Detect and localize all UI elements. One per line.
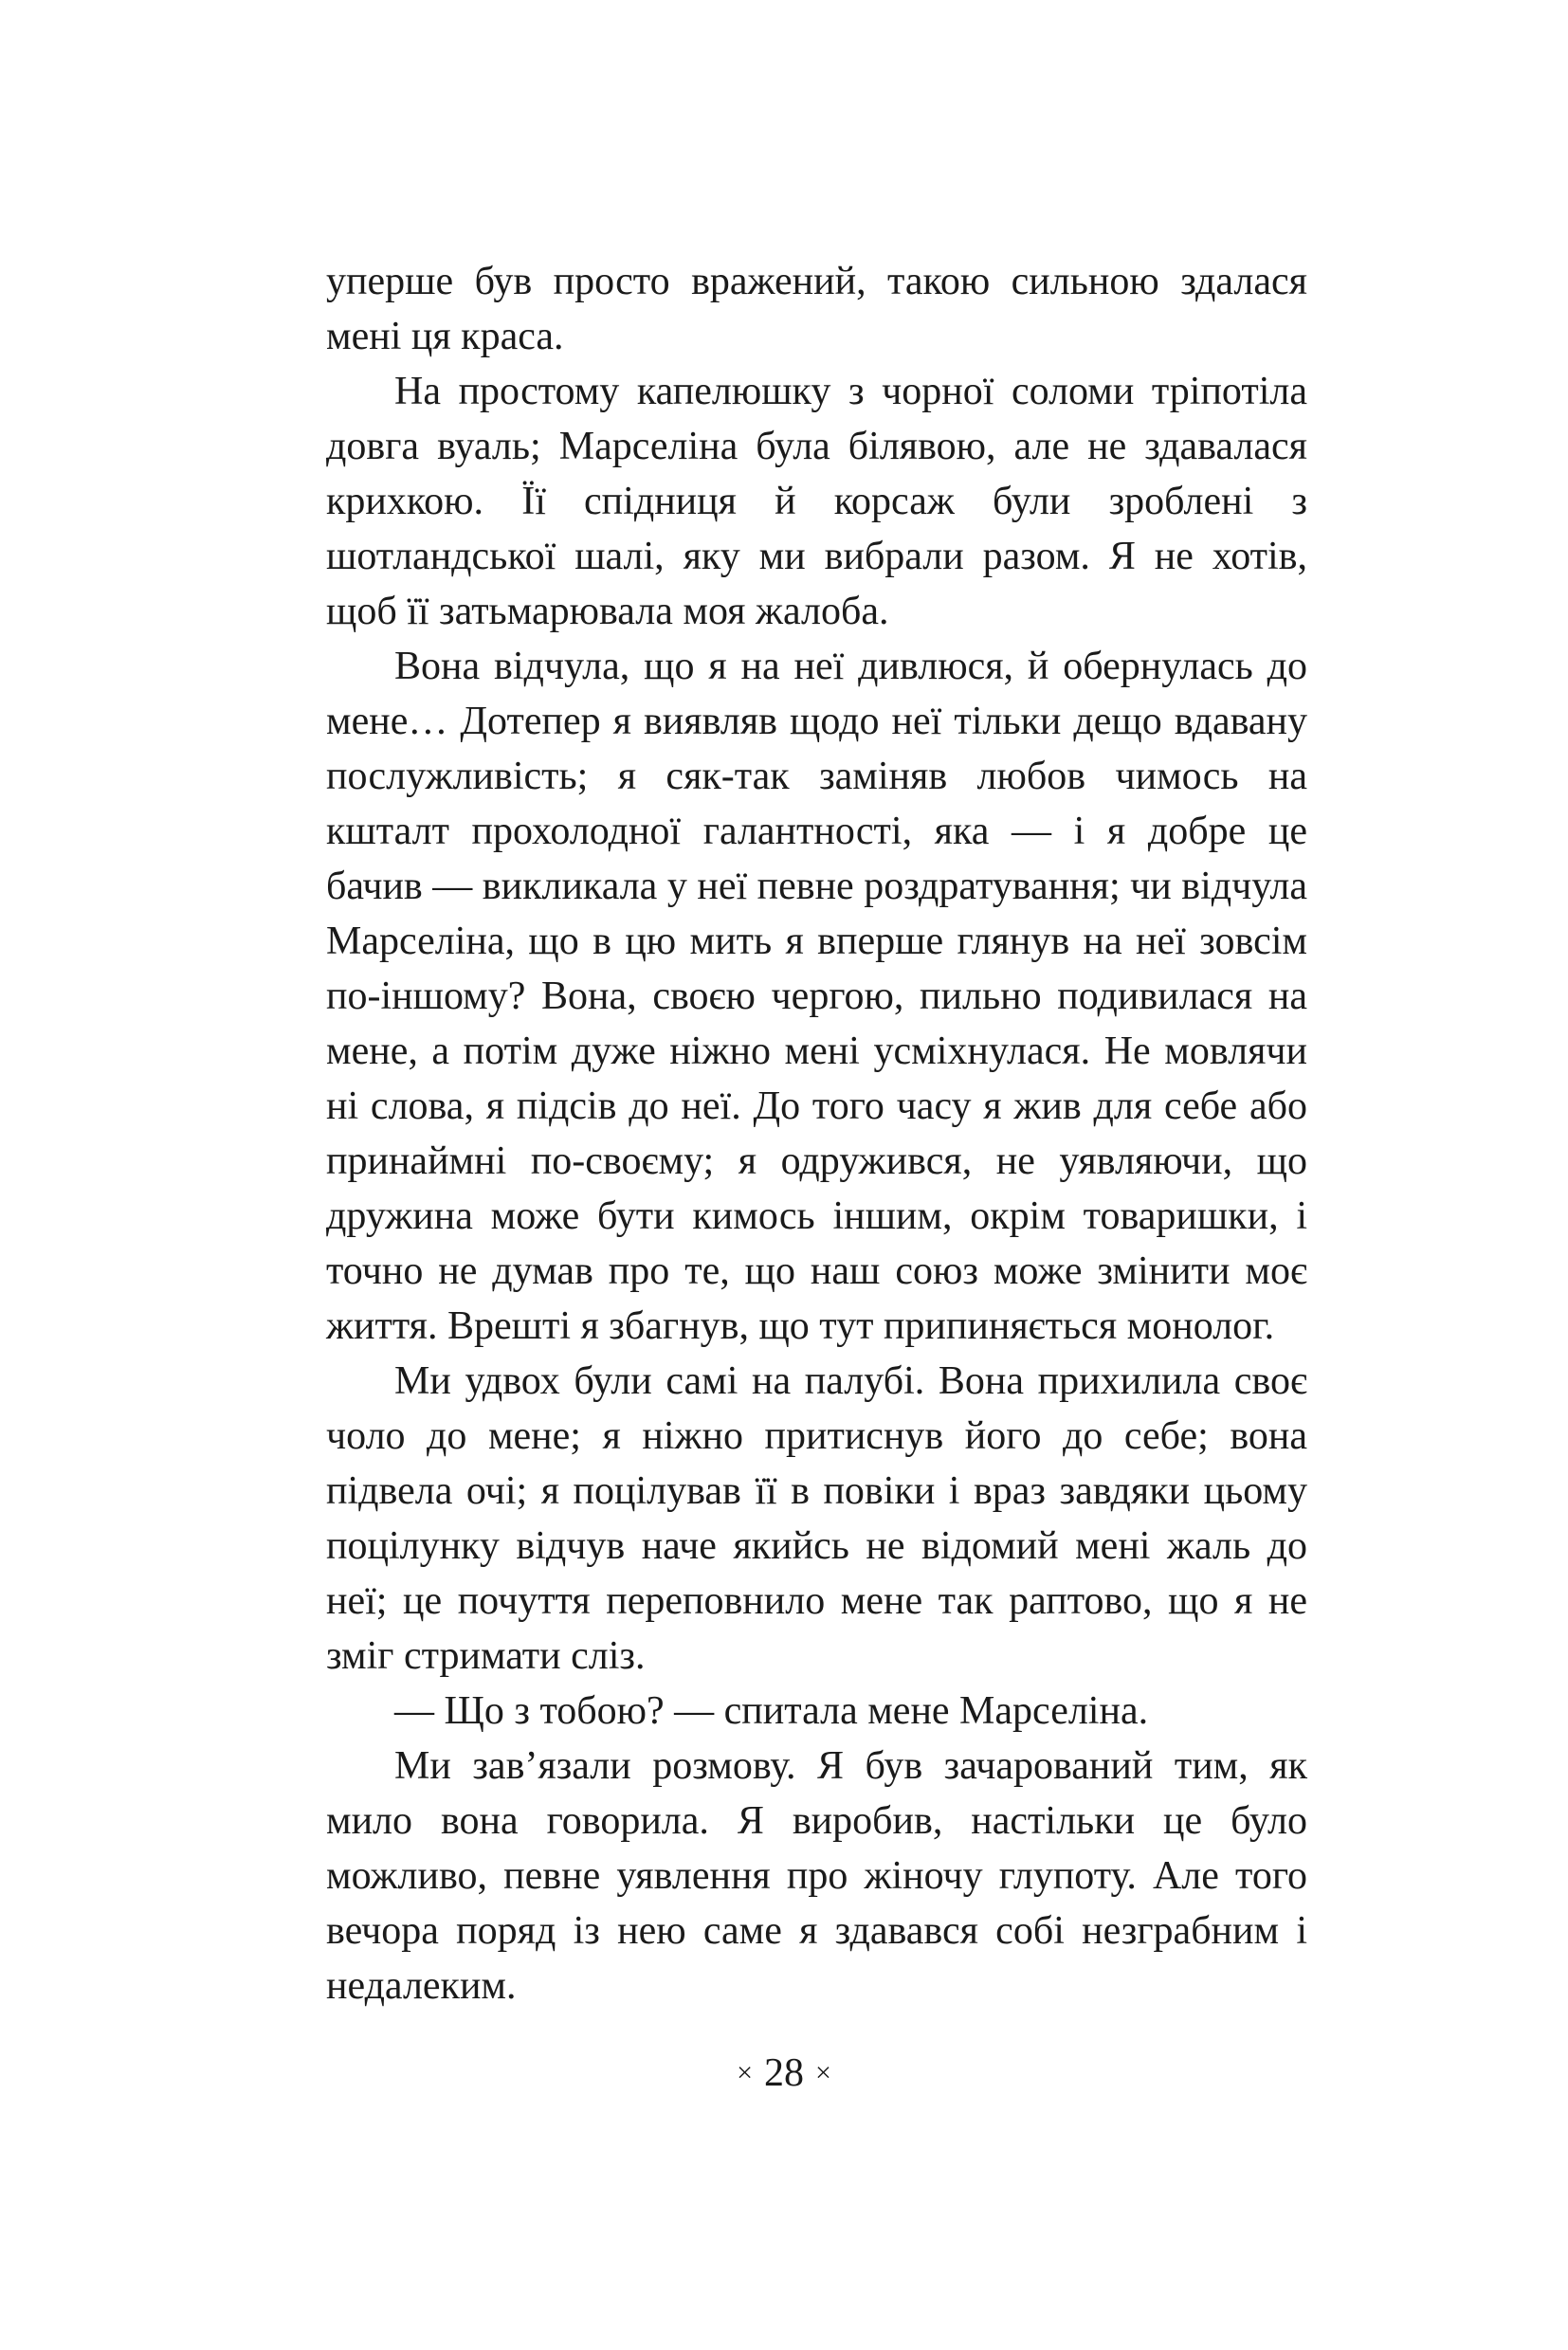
page-number: 28 bbox=[764, 2051, 804, 2095]
paragraph: Ми зав’язали розмову. Я був зачарований тим, як мило вона говорила. Я виробив, настільки це було можливо, певне уявлення про жіночу глупоту. Але того вечора поряд із нею саме я здавався собі незграбним і недалеким. bbox=[326, 1744, 1307, 2008]
body-text bbox=[326, 254, 1307, 2013]
paragraph: Вона відчула, що я на неї дивлюся, й обернулась до мене… Дотепер я виявляв щодо неї тільки дещо вдавану послужливість; я сяк-так заміняв любов чимось на кшталт прохолодної галантності, яка — і я добре це бачив — викликала у неї певне роздратування; чи відчула Марселіна, що в цю мить я вперше глянув на неї зовсім по-іншому? Вона, своєю чергою, пильно подивилася на мене, а потім дуже ніжно мені усміхнулася. Не мовлячи ні слова, я підсів до неї. До того часу я жив для себе або принаймні по-своєму; я одружився, не уявляючи, що дружина може бути кимось іншим, окрім товаришки, і точно не думав про те, що наш союз може змінити моє життя. Врешті я збагнув, що тут припиняється монолог. bbox=[326, 645, 1307, 1348]
paragraph: уперше був просто вражений, такою сильною здалася мені ця краса. bbox=[326, 260, 1307, 358]
cross-ornament-icon: × bbox=[815, 2057, 831, 2089]
paragraph: На простому капелюшку з чорної соломи тріпотіла довга вуаль; Марселіна була білявою, але не здавалася крихкою. Її спідниця й корсаж були зроблені з шотландської шалі, яку ми вибрали разом. Я не хотів, щоб її затьмарювала моя жалоба. bbox=[326, 370, 1307, 633]
dialogue-line: — Що з тобою? — спитала мене Марселіна. bbox=[394, 1689, 1149, 1733]
page-footer bbox=[0, 2046, 1568, 2104]
paragraph: Ми удвох були самі на палубі. Вона прихилила своє чоло до мене; я ніжно притиснув його до себе; вона підвела очі; я поцілував її в повіки і враз завдяки цьому поцілунку відчув наче якийсь не відомий мені жаль до неї; це почуття переповнило мене так раптово, що я не зміг стримати сліз. bbox=[326, 1359, 1307, 1678]
cross-ornament-icon: × bbox=[737, 2057, 753, 2089]
